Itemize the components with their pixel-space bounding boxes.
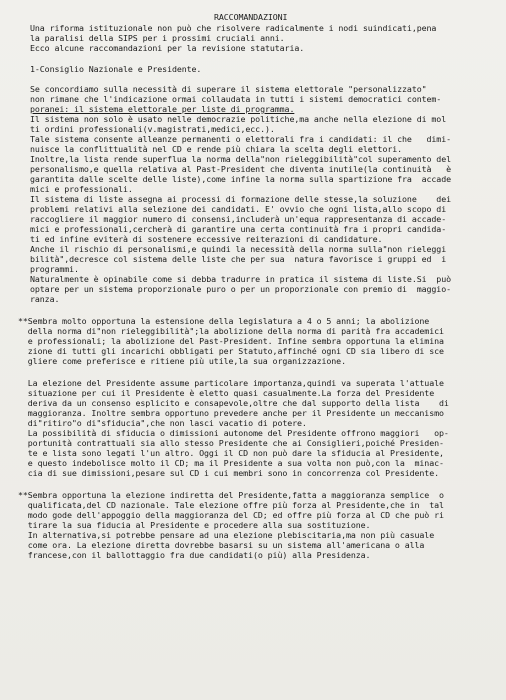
paragraph-line: francese,con il ballottaggio fra due candidati(o più) alla Presidenza. — [18, 550, 371, 560]
paragraph-line: Il sistema di liste assegna ai processi di formazione delle stesse,la soluzione dei — [30, 194, 451, 204]
paragraph-line: Tale sistema consente alleanze permanenti o elettorali fra i candidati: il che dimi- — [30, 134, 451, 144]
paragraph-line: cia di sue dimissioni,pesare sul CD i cui membri sono in concorrenza col Presidente. — [18, 468, 439, 478]
paragraph-line: tirare la sua fiducia al Presidente e procedere alla sua sostituzione. — [18, 520, 371, 530]
paragraph-line: maggioranza. Inoltre sembra opportuno prevedere anche per il Presidente un meccanismo — [18, 408, 444, 418]
paragraph-line: zione di tutti gli incarichi obbligati per Statuto,affinché ogni CD sia libero di sce — [18, 346, 444, 356]
paragraph-line: ranza. — [30, 294, 60, 304]
paragraph-line: **Sembra opportuna la elezione indiretta del Presidente,fatta a maggioranza semplice o — [18, 490, 444, 500]
intro-line: Ecco alcune raccomandazioni per la revisione statutaria. — [30, 43, 305, 53]
paragraph-line: e questo indebolisce molto il CD; ma il Presidente a sua volta non può,con la minac- — [18, 458, 444, 468]
paragraph-line: mici e professionali. — [30, 184, 133, 194]
paragraph-line: Naturalmente è opinabile come si debba tradurre in pratica il sistema di liste.Si può — [30, 274, 451, 284]
paragraph-line: bilità",decresce col sistema delle liste che per sua natura favorisce i gruppi ed i — [30, 254, 447, 264]
paragraph-line: te e lista sono legati l'un altro. Oggi il CD non può dare la sfiducia al Presidente, — [18, 448, 444, 458]
paragraph-line: Se concordiamo sulla necessità di superare il sistema elettorale "personalizzato" — [30, 84, 427, 94]
paragraph-line: programmi. — [30, 264, 79, 274]
paragraph-line: della norma di"non rieleggibilità";la abolizione della norma di parità fra accademici — [18, 326, 444, 336]
paragraph-line: raccogliere il maggior numero di consensi,includerà un'equa rappresentanza di accade- — [30, 214, 447, 224]
paragraph-line: come ora. La elezione diretta dovrebbe basarsi su un sistema all'americana o alla — [18, 540, 425, 550]
paragraph-line: poranei: il sistema elettorale per liste di programma. — [30, 104, 295, 114]
paragraph-line: non rimane che l'indicazione ormai collaudata in tutti i sistemi democratici contem- — [30, 94, 442, 104]
paragraph-line: situazione per cui il Presidente è eletto quasi casualmente.La forza del Presidente — [18, 388, 435, 398]
paragraph-line: In alternativa,si potrebbe pensare ad una elezione plebiscitaria,ma non più casuale — [18, 530, 435, 540]
paragraph-line: garantita dalle scelte delle liste),come infine la norma sulla spartizione fra accade — [30, 174, 451, 184]
paragraph-line: problemi relativi alla selezione dei candidati. E' ovvio che ogni lista,allo scopo di — [30, 204, 447, 214]
paragraph-line: ti ed infine eviterà di sostenere eccessive reiterazioni di candidature. — [30, 234, 383, 244]
paragraph-line: optare per un sistema proporzionale puro o per un proporzionale con premio di maggio- — [30, 284, 451, 294]
paragraph-line: di"ritiro"o di"sfiducia",che non lasci vacatio di potere. — [18, 418, 307, 428]
paragraph-line: La possibilità di sfiducia o dimissioni autonome del Presidente offrono maggiori op- — [18, 428, 449, 438]
paragraph-line: e professionali; la abolizione del Past-President. Infine sembra opportuna la elimina — [18, 336, 444, 346]
paragraph-line: portunità contrattuali sia allo stesso Presidente che ai Consiglieri,poiché Presiden- — [18, 438, 444, 448]
paragraph-line: Il sistema non solo è usato nelle democrazie politiche,ma anche nella elezione di mol — [30, 114, 447, 124]
paragraph-line: La elezione del Presidente assume particolare importanza,quindi va superata l'attuale — [18, 378, 444, 388]
paragraph-line: qualificata,del CD nazionale. Tale elezione offre più forza al Presidente,che in tal — [18, 500, 444, 510]
paragraph-line: Anche il rischio di personalismi,e quindi la necessità della norma sulla"non rieleggi — [30, 244, 447, 254]
paragraph-line: Inoltre,la lista rende superflua la norma della"non rieleggibilità"col superamento del — [30, 154, 451, 164]
paragraph-line: deriva da un consenso esplicito e consapevole,oltre che dal supporto della lista di — [18, 398, 449, 408]
paragraph-line: personalismo,e quella relativa al Past-President che diventa inutile(la continuità è — [30, 164, 451, 174]
paragraph-line: modo gode dell'appoggio della maggioranza del CD; ed offre più forza al CD che può ri — [18, 510, 444, 520]
paragraph-line: mici e professionali,cercherà di garantire una certa continuità fra i propri candida- — [30, 224, 447, 234]
paragraph-line: ti ordini professionali(v.magistrati,medici,ecc.). — [30, 124, 275, 134]
paragraph-line: **Sembra molto opportuna la estensione della legislatura a 4 o 5 anni; la abolizione — [18, 316, 430, 326]
intro-line: la paralisi della SIPS per i prossimi cruciali anni. — [30, 33, 285, 43]
intro-line: Una riforma istituzionale non può che risolvere radicalmente i nodi suindicati,pena — [30, 23, 437, 33]
paragraph-line: nuisce la conflittualità nel CD e rende più chiara la scelta degli elettori. — [30, 144, 403, 154]
section-heading: 1-Consiglio Nazionale e Presidente. — [30, 64, 202, 74]
document-title: RACCOMANDAZIONI — [214, 12, 288, 22]
paragraph-line: gliere come preferisce e ritiene più utile,la sua organizzazione. — [18, 356, 346, 366]
